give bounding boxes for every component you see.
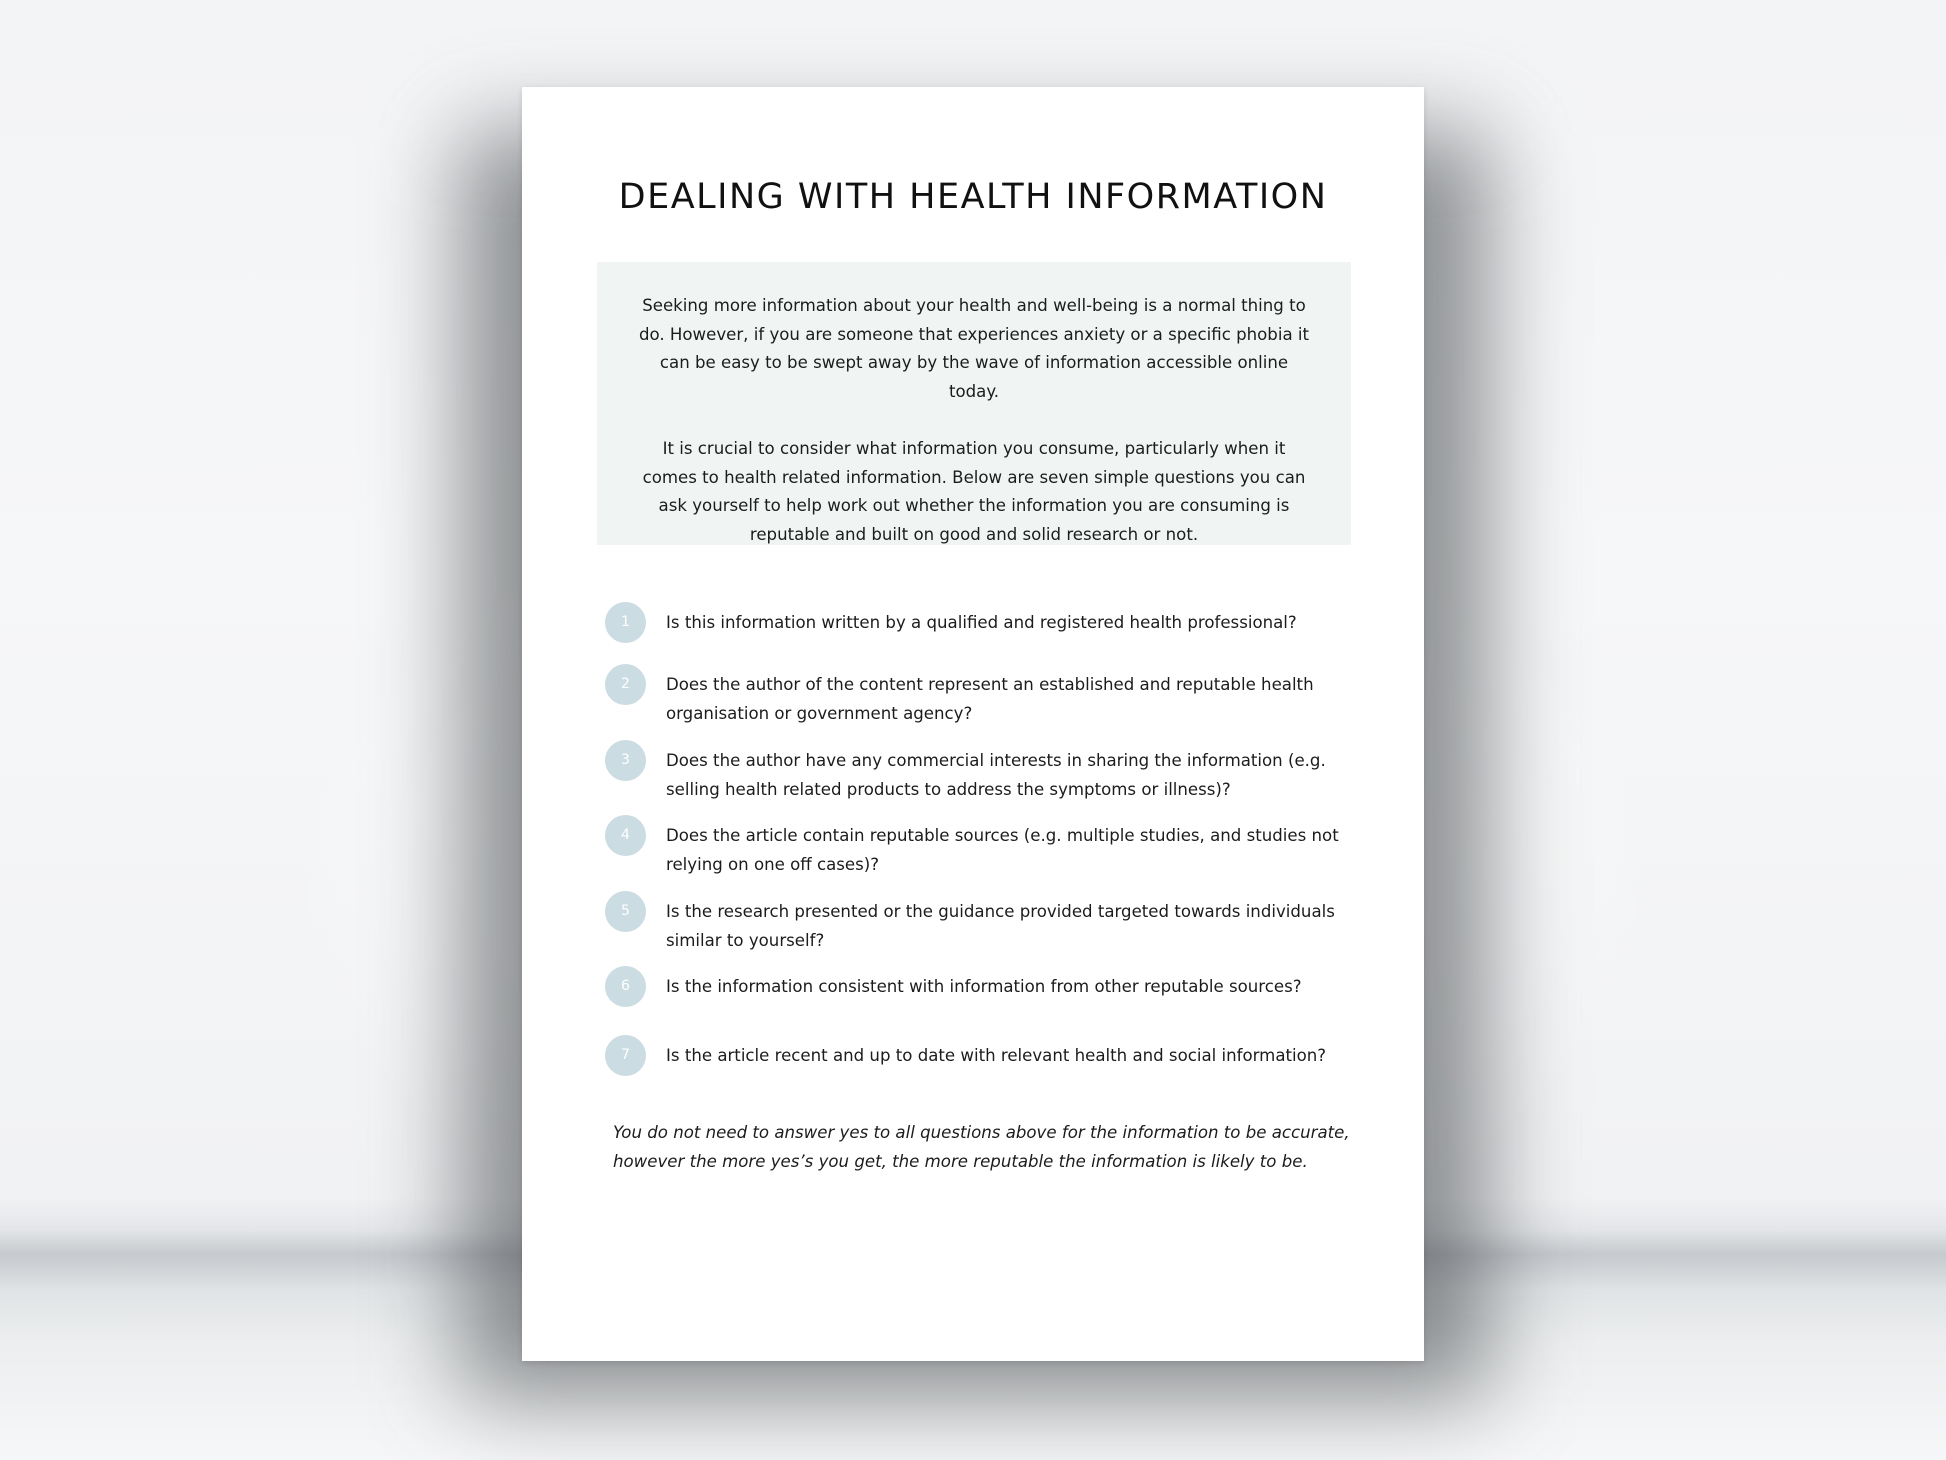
page-title: DEALING WITH HEALTH INFORMATION	[618, 177, 1328, 217]
question-text: Does the author have any commercial interests in sharing the information (e.g. selling health related products to address the symptoms or illness)?	[666, 751, 1326, 799]
number-circle: 1	[605, 602, 646, 643]
number-circle: 3	[605, 740, 646, 781]
intro-box	[597, 262, 1351, 545]
question-text: Does the article contain reputable sources (e.g. multiple studies, and studies not relying on one off cases)?	[666, 826, 1339, 874]
question-text: Is this information written by a qualified and registered health professional?	[666, 613, 1297, 632]
question-text: Does the author of the content represent an established and reputable health organisation or government agency?	[666, 675, 1314, 723]
number-circle: 5	[605, 891, 646, 932]
question-text: Is the article recent and up to date with relevant health and social information?	[666, 1046, 1327, 1065]
intro-paragraph: Seeking more information about your health and well-being is a normal thing to do. However, if you are someone that experiences anxiety or a specific phobia it can be easy to be swept away by the wave of information accessible online today.	[638, 296, 1310, 401]
question-text: Is the research presented or the guidance provided targeted towards individuals similar to yourself?	[666, 902, 1335, 950]
number-circle: 7	[605, 1035, 646, 1076]
number-circle: 4	[605, 815, 646, 856]
question-text: Is the information consistent with information from other reputable sources?	[666, 977, 1302, 996]
intro-paragraph: It is crucial to consider what information you consume, particularly when it comes to health related information. Below are seven simple questions you can ask yourself to help work out whether the information you are consuming is reputable and built on good and solid research or not.	[642, 438, 1306, 544]
closing-note: You do not need to answer yes to all questions above for the information to be accurate, however the more yes’s you get, the more reputable the information is likely to be.	[613, 1123, 1350, 1171]
number-circle: 2	[605, 664, 646, 705]
document-page	[522, 87, 1424, 1361]
number-circle: 6	[605, 966, 646, 1007]
